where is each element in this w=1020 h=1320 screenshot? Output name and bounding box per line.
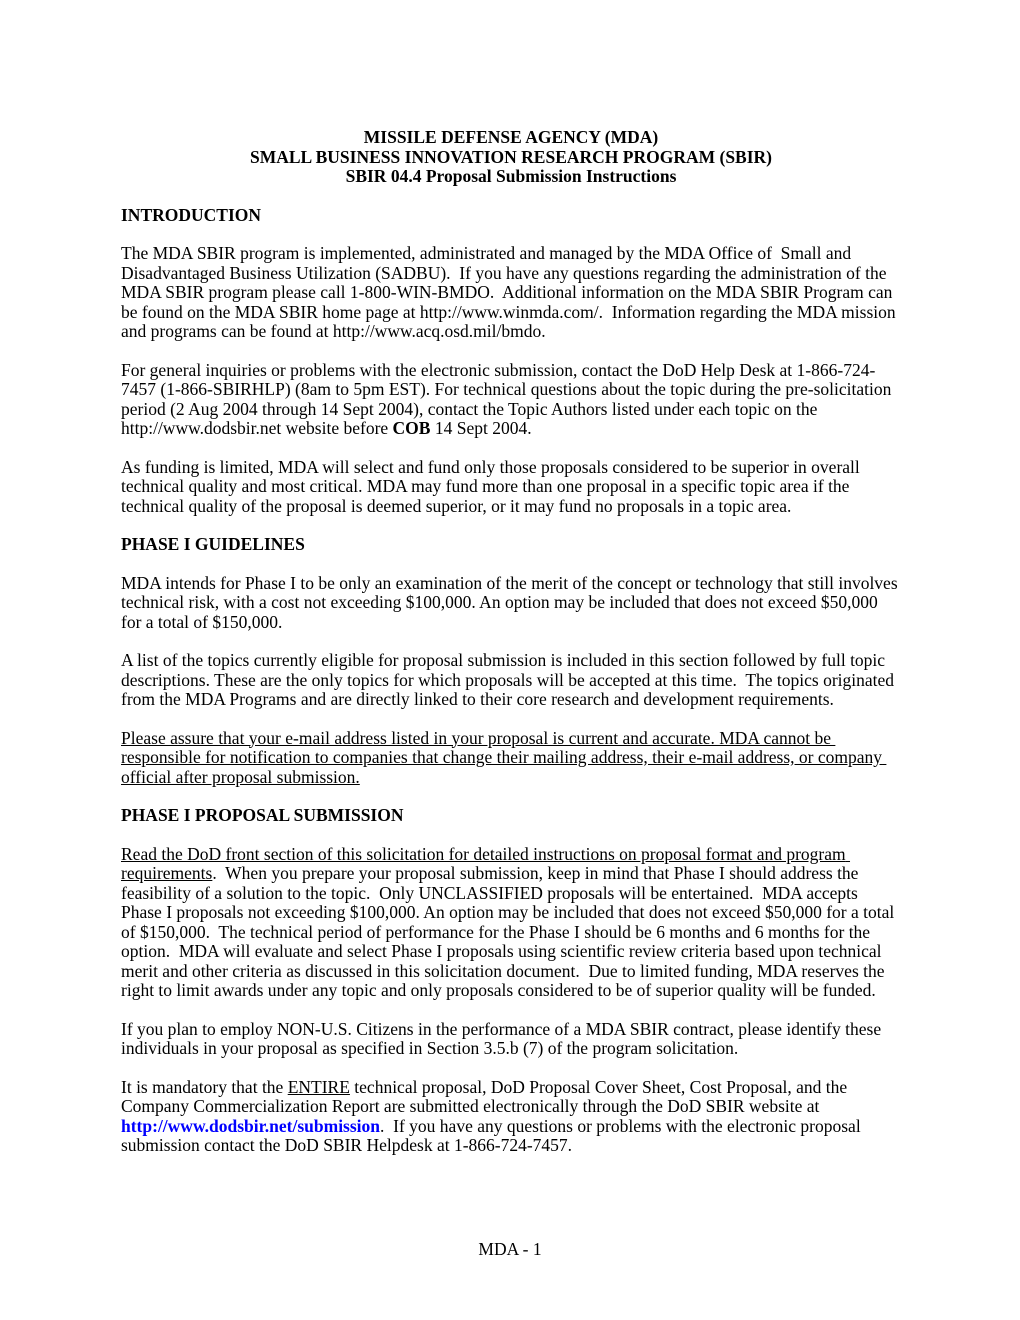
document-subtitle: SBIR 04.4 Proposal Submission Instructions (345, 166, 677, 186)
text-run: Please assure that your e-mail address listed in your proposal is current and accurate. MDA cannot be responsible for notification to companies that change their mailing address, their e-mail address, or company official after proposal submission. (121, 727, 887, 787)
paragraph (121, 458, 901, 517)
text-run: Read the DoD front section of this solicitation for detailed instructions on proposal format and program requirements (121, 843, 851, 883)
document-header (121, 128, 901, 187)
text-run: PHASE I GUIDELINES (121, 534, 305, 554)
section-heading (121, 206, 901, 226)
paragraph (121, 361, 901, 439)
paragraph (121, 244, 901, 342)
text-run: . When you prepare your proposal submission, keep in mind that Phase I should address the feasibility of a solution to the topic. Only UNCLASSIFIED proposals will be entertained. MDA accepts Phase I proposals not exceeding $100,000. An option may be included that does not exceed $50,000 for a total of $150,000. The technical period of performance for the Phase I should be 6 months and 6 months for the option. MDA will evaluate and select Phase I proposals using scientific review criteria based upon technical merit and other criteria as discussed in this solicitation document. Due to limited funding, MDA reserves the right to limit awards under any topic and only proposals considered to be of superior quality will be funded. (121, 863, 899, 1000)
text-run: INTRODUCTION (121, 204, 262, 225)
paragraph (121, 1078, 901, 1156)
hyperlink[interactable]: http://www.dodsbir.net (121, 418, 282, 438)
paragraph (121, 729, 901, 788)
paragraph (121, 651, 901, 710)
hyperlink[interactable]: http://www.acq.osd.mil/bmdo (332, 321, 542, 341)
text-run: COB (392, 418, 431, 438)
hyperlink[interactable]: http://www.winmda.com/ (419, 301, 599, 322)
text-run: MDA intends for Phase I to be only an examination of the merit of the concept or technology that still involves technical risk, with a cost not exceeding $100,000. An option may be included that does not exceed $50,000 for a total of $150,000. (121, 572, 903, 632)
text-run: 14 Sept 2004. (430, 418, 532, 438)
hyperlink[interactable]: http://www.dodsbir.net/submission (121, 1115, 381, 1136)
text-run: As funding is limited, MDA will select and fund only those proposals considered to be superior in overall technical quality and most critical. MDA may fund more than one proposal in a specific topic area if the technical quality of the proposal is deemed superior, or it may fund no proposals in a topic area. (121, 456, 865, 516)
section-heading (121, 806, 901, 826)
text-run: website before (281, 418, 393, 438)
paragraph (121, 574, 901, 633)
text-run: It is mandatory that the (121, 1076, 288, 1097)
text-run: PHASE I PROPOSAL SUBMISSION (121, 805, 404, 825)
text-run: ENTIRE (287, 1076, 350, 1097)
text-run: For general inquiries or problems with the electronic submission, contact the DoD Help Desk at 1-866-724-7457 (1-866-SBIRHLP) (8am to 5pm EST). For technical questions about the topic during the pre-solicitation period (2 Aug 2004 through 14 Sept 2004), contact the Topic Authors listed under each topic on the (121, 359, 896, 419)
text-run: . Information regarding the MDA mission and programs can be found at (121, 301, 900, 341)
text-run: A list of the topics currently eligible for proposal submission is included in this section followed by full topic descriptions. These are the only topics for which proposals will be accepted at this time. The topics originated from the MDA Programs and are directly linked to their core research and development requirements. (121, 650, 899, 709)
text-run: The MDA SBIR program is implemented, administrated and managed by the MDA Office of Small and Disadvantaged Business Utilization (SADBU). If you have any questions regarding the administration of the MDA SBIR program please call 1-800-WIN-BMDO. Additional information on the MDA SBIR Program can be found on the MDA SBIR home page at (121, 243, 897, 322)
agency-title: MISSILE DEFENSE AGENCY (MDA) (363, 127, 659, 147)
text-run: If you plan to employ NON-U.S. Citizens in the performance of a MDA SBIR contract, please identify these individuals in your proposal as specified in Section 3.5.b (7) of the program solicitation. (121, 1018, 886, 1058)
paragraph (121, 845, 901, 1001)
text-run: . If you have any questions or problems with the electronic proposal submission contact the DoD SBIR Helpdesk at 1-866-724-7457. (121, 1115, 866, 1155)
page-footer (0, 1240, 1020, 1260)
document-body (121, 206, 901, 1156)
text-run: technical proposal, DoD Proposal Cover Sheet, Cost Proposal, and the Company Commercialization Report are submitted electronically through the DoD SBIR website at (121, 1076, 852, 1116)
text-run: . (541, 321, 546, 341)
section-heading (121, 535, 901, 555)
page-number: MDA - 1 (478, 1239, 542, 1259)
program-title: SMALL BUSINESS INNOVATION RESEARCH PROGRAM (SBIR) (249, 146, 773, 167)
paragraph (121, 1020, 901, 1059)
